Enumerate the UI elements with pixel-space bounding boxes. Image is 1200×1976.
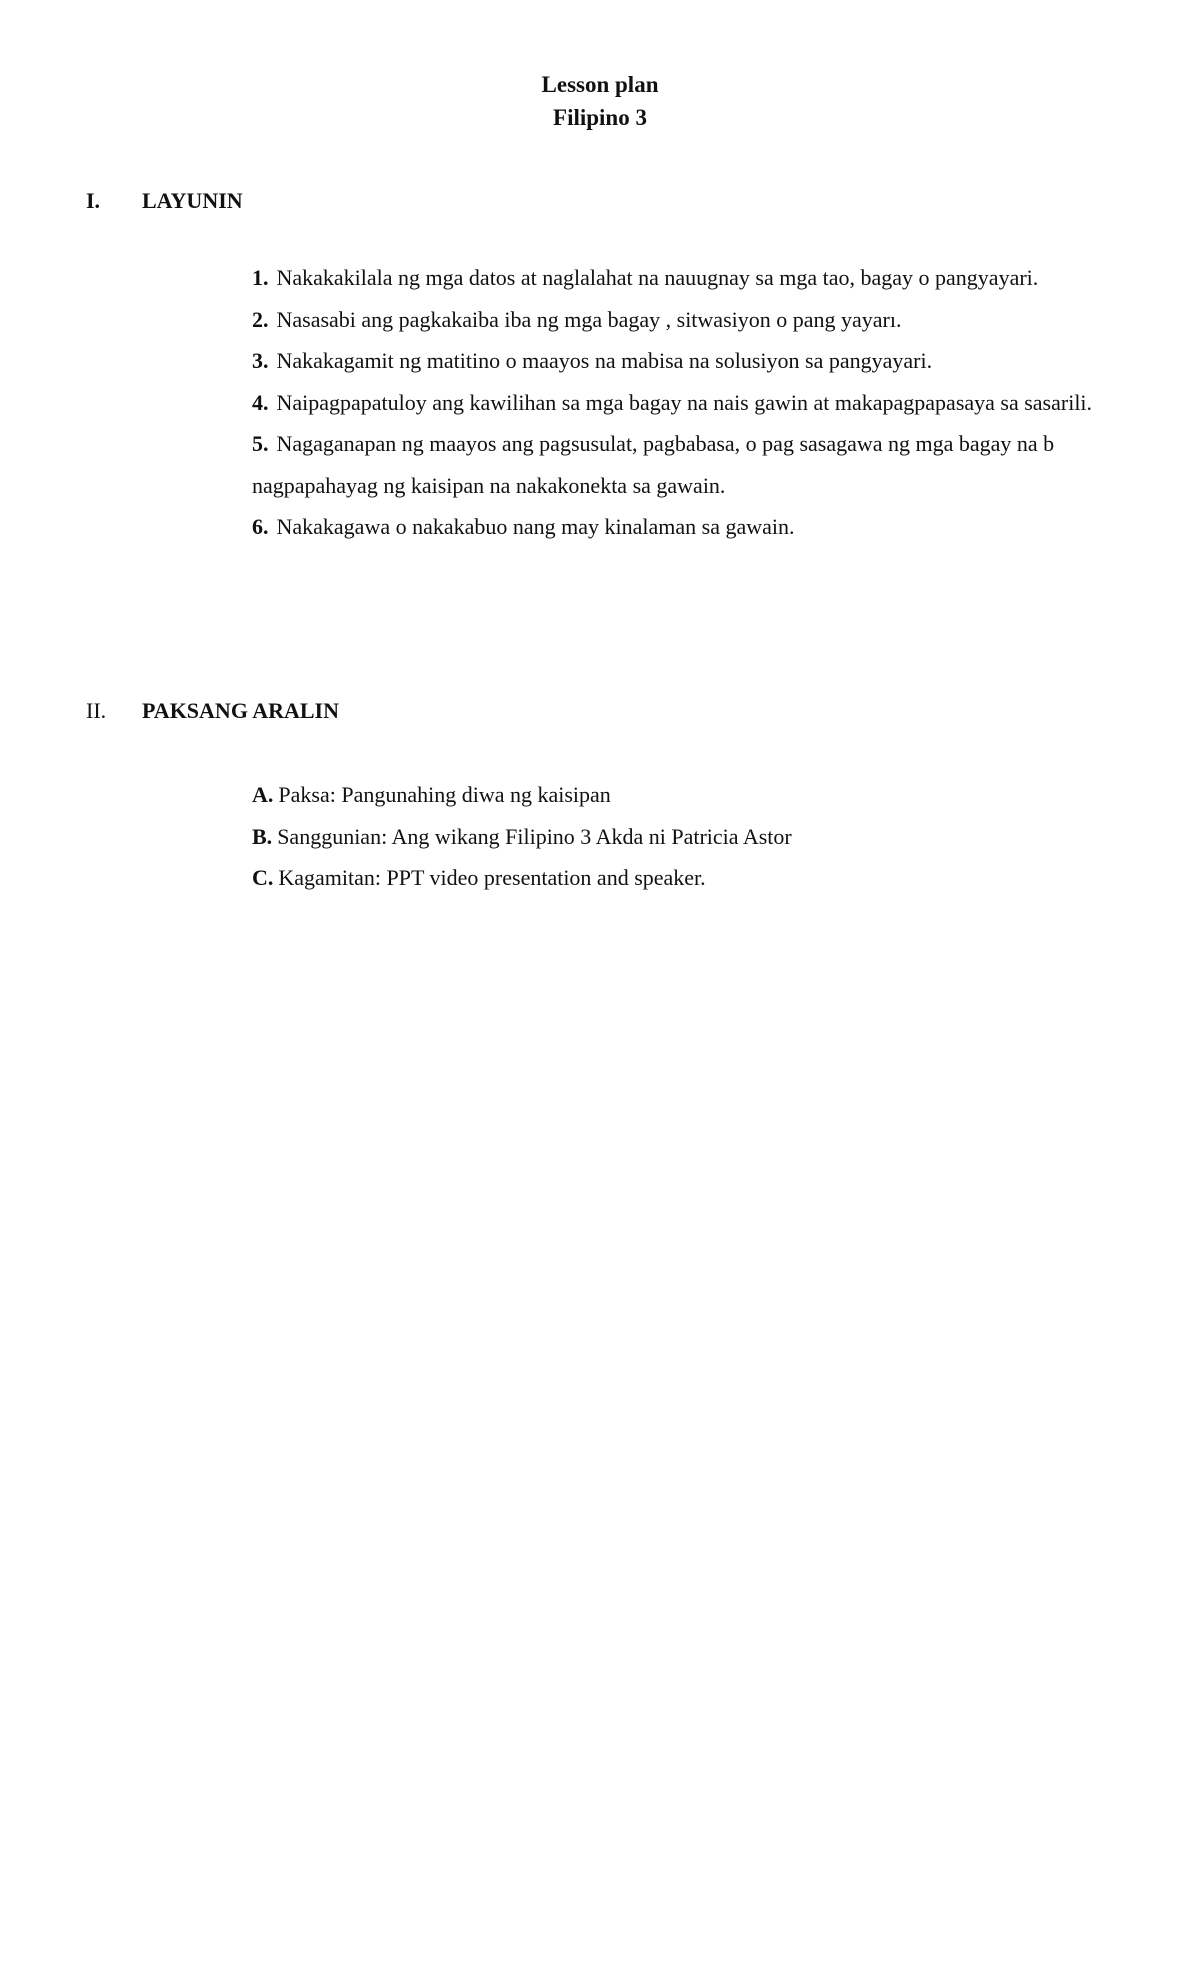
list-item — [252, 774, 1132, 816]
page-title: Lesson plan — [541, 72, 659, 97]
list-item — [252, 506, 1132, 548]
topics-list — [252, 774, 1132, 899]
item-text: Nakakagawa o nakakabuo nang may kinalaman sa gawain. — [276, 514, 795, 539]
item-text: Nakakagamit ng matitino o maayos na mabisa na solusiyon sa pangyayari. — [276, 348, 933, 373]
item-letter: C. — [252, 865, 274, 890]
section-title: LAYUNIN — [142, 188, 243, 213]
item-number: 2. — [252, 306, 269, 332]
list-item — [252, 816, 1132, 858]
list-item — [252, 340, 1132, 382]
item-text: Nagaganapan ng maayos ang pagsusulat, pagbabasa, o pag sasagawa ng mga bagay na b nagpapahayag ng kaisipan na nakakonekta sa gawain. — [252, 431, 1055, 498]
item-text: Sanggunian: Ang wikang Filipino 3 Akda ni Patricia Astor — [277, 823, 792, 849]
list-item — [252, 857, 1132, 899]
section-heading-layunin — [86, 186, 243, 216]
item-text: Paksa: Pangunahing diwa ng kaisipan — [278, 782, 611, 807]
section-title: PAKSANG ARALIN — [142, 698, 340, 723]
item-text: Naipagpapatuloy ang kawilihan sa mga bagay na nais gawin at makapagpapasaya sa sasarili. — [276, 389, 1093, 415]
item-text: Kagamitan: PPT video presentation and speaker. — [278, 865, 706, 890]
list-item — [252, 382, 1132, 424]
list-item — [252, 257, 1132, 299]
item-number: 3. — [252, 348, 269, 373]
item-text: Nasasabi ang pagkakaiba iba ng mga bagay , sitwasiyon o pang yayarı. — [276, 306, 902, 332]
item-number: 1. — [252, 265, 269, 290]
item-letter: A. — [252, 782, 274, 807]
objectives-list — [252, 257, 1132, 548]
item-text: Nakakakilala ng mga datos at naglalahat na nauugnay sa mga tao, bagay o pangyayari. — [276, 265, 1039, 290]
item-number: 5. — [252, 431, 269, 456]
section-numeral: I. — [86, 188, 101, 213]
item-letter: B. — [252, 823, 273, 849]
page-subtitle: Filipino 3 — [553, 105, 647, 130]
list-item — [252, 423, 1132, 506]
item-number: 4. — [252, 389, 269, 415]
section-heading-paksang-aralin — [86, 696, 339, 726]
title-block — [0, 68, 1200, 134]
item-number: 6. — [252, 514, 269, 539]
section-numeral: II. — [86, 698, 107, 723]
list-item — [252, 299, 1132, 341]
